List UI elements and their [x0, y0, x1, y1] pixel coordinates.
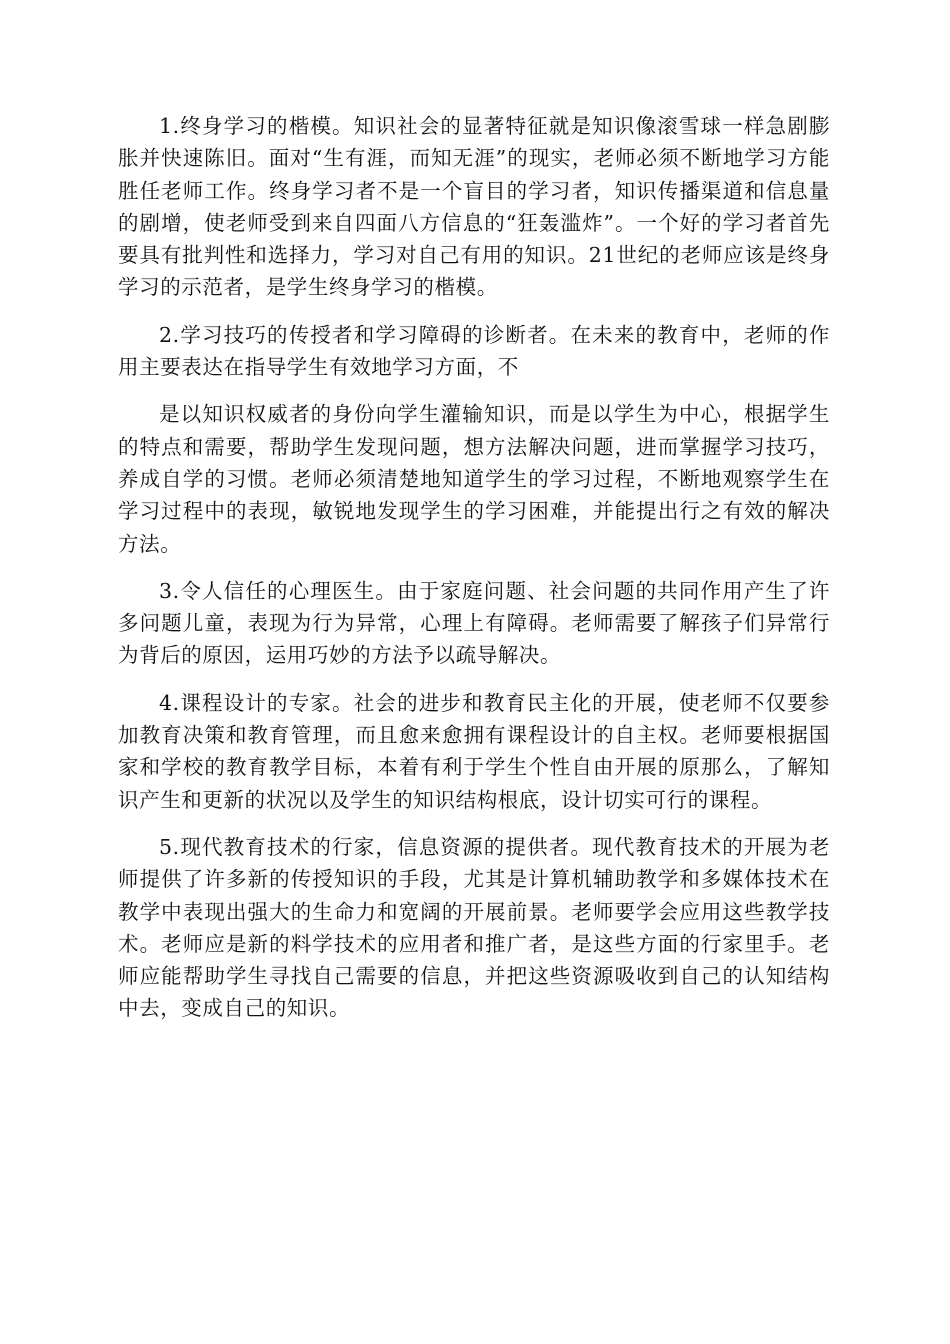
- paragraph-role-lifelong-learning: 1.终身学习的楷模。知识社会的显著特征就是知识像滚雪球一样急剧膨胀并快速陈旧。面对“生有涯，而知无涯”的现实，老师必须不断地学习方能胜任老师工作。终身学习者不是一个盲目的学习者，知识传播渠道和信息量的剧增，使老师受到来自四面八方信息的“狂轰滥炸”。一个好的学习者首先要具有批判性和选择力，学习对自己有用的知识。21世纪的老师应该是终身学习的示范者，是学生终身学习的楷模。: [118, 114, 830, 300]
- paragraph-role-learning-skills-continued: 是以知识权威者的身份向学生灌输知识，而是以学生为中心，根据学生的特点和需要，帮助学生发现问题，想方法解决问题，进而掌握学习技巧，养成自学的习惯。老师必须清楚地知道学生的学习过程，不断地观察学生在学习过程中的表现，敏锐地发现学生的学习困难，并能提出行之有效的解决方法。: [118, 402, 830, 556]
- document-body: [118, 110, 830, 1040]
- paragraph-role-technology-expert: 5.现代教育技术的行家，信息资源的提供者。现代教育技术的开展为老师提供了许多新的传授知识的手段，尤其是计算机辅助教学和多媒体技术在教学中表现出强大的生命力和宽阔的开展前景。老师要学会应用这些教学技术。老师应是新的料学技术的应用者和推广者，是这些方面的行家里手。老师应能帮助学生寻找自己需要的信息，并把这些资源吸收到自己的认知结构中去，变成自己的知识。: [118, 834, 830, 1021]
- paragraph-role-psychologist: 3.令人信任的心理医生。由于家庭问题、社会问题的共同作用产生了许多问题儿童，表现为行为异常，心理上有障碍。老师需要了解孩子们异常行为背后的原因，运用巧妙的方法予以疏导解决。: [118, 578, 830, 668]
- paragraph-role-curriculum-designer: 4.课程设计的专家。社会的进步和教育民主化的开展，使老师不仅要参加教育决策和教育管理，而且愈来愈拥有课程设计的自主权。老师要根据国家和学校的教育教学目标，本着有利于学生个性自由开展的原那么，了解知识产生和更新的状况以及学生的知识结构根底，设计切实可行的课程。: [118, 690, 830, 812]
- paragraph-role-learning-skills: 2.学习技巧的传授者和学习障碍的诊断者。在未来的教育中，老师的作用主要表达在指导学生有效地学习方面，不: [118, 322, 830, 380]
